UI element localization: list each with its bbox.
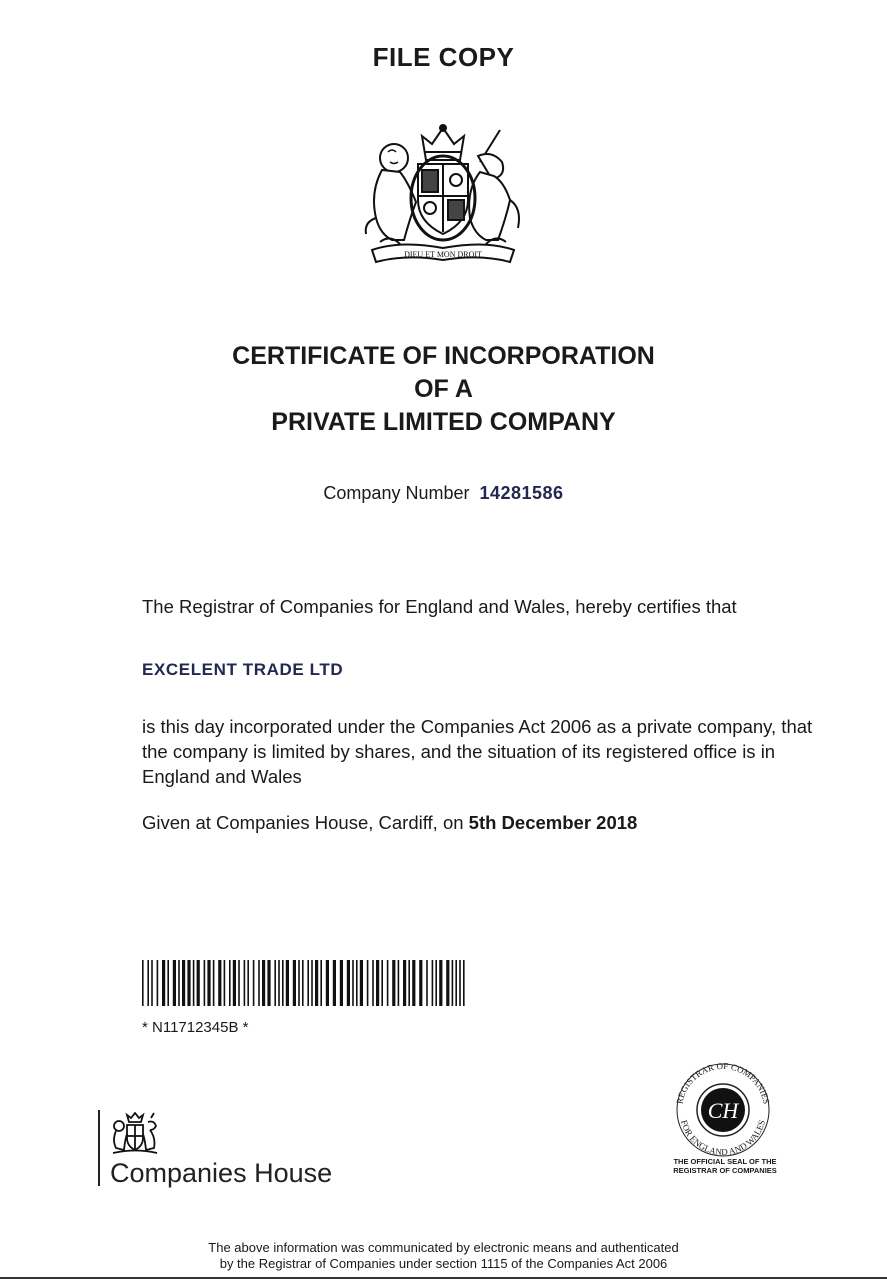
barcode-bar [347,960,350,1006]
barcode-bar [463,960,465,1006]
barcode-bar [274,960,276,1006]
barcode-bar [244,960,246,1006]
barcode-bar [459,960,461,1006]
barcode-bar [286,960,289,1006]
barcode-bar [282,960,284,1006]
logo-divider [98,1110,100,1186]
barcode-bar [398,960,400,1006]
barcode-bar [178,960,180,1006]
given-statement [142,812,637,834]
barcode-bar [262,960,265,1006]
bottom-border [0,1277,887,1279]
barcode-bar [218,960,221,1006]
barcode-bar [372,960,374,1006]
barcode-bar [182,960,185,1006]
company-number-row [0,483,887,504]
barcode-bar [204,960,206,1006]
certifies-text: The Registrar of Companies for England and Wales, hereby certifies that [142,596,737,617]
barcode-bar [315,960,318,1006]
barcode-bar [238,960,240,1006]
incorporation-statement: is this day incorporated under the Companies Act 2006 as a private company, that the company is limited by shares, and the situation of its registered office is in England and Wales [142,716,813,787]
barcode-bar [193,960,195,1006]
barcode-bar [258,960,260,1006]
barcode-bar [333,960,336,1006]
title-line-2: OF A [414,375,473,403]
company-number-label: Company Number [323,483,470,503]
motto-text: DIEU ET MON DROIT [404,250,482,259]
barcode-bar [340,960,343,1006]
barcode-bar [381,960,383,1006]
barcode-bar [320,960,322,1006]
barcode-bar [267,960,270,1006]
barcode-bar [360,960,363,1006]
barcode-bar [247,960,249,1006]
barcode-bar [376,960,379,1006]
barcode-bar [326,960,329,1006]
barcode-bar [387,960,389,1006]
barcode-bar [426,960,428,1006]
barcode-bar [187,960,190,1006]
barcode-bar [142,960,144,1006]
barcode-bar [173,960,176,1006]
barcode-bar [298,960,300,1006]
incorporation-date: 5th December 2018 [468,812,638,833]
companies-house-crest-icon [110,1112,160,1156]
barcode-bar [392,960,395,1006]
barcode-bar [207,960,210,1006]
barcode-bar [229,960,231,1006]
file-copy-heading: FILE COPY [372,42,515,72]
barcode-bar [307,960,309,1006]
seal-ring-text-bottom: FOR ENGLAND AND WALES [678,1118,768,1158]
company-number-value: 14281586 [479,483,564,503]
barcode-bar [419,960,422,1006]
barcode-bar [356,960,358,1006]
companies-house-logo [98,1110,358,1190]
barcode-bar [151,960,153,1006]
title-line-3: PRIVATE LIMITED COMPANY [271,408,616,436]
seal-monogram: CH [707,1098,739,1123]
certificate-title [0,340,887,439]
barcode [142,960,466,1006]
barcode-bar [446,960,449,1006]
barcode-bar [452,960,454,1006]
barcode-bar [367,960,369,1006]
seal-caption-line-2: REGISTRAR OF COMPANIES [673,1166,777,1175]
barcode-bar [162,960,165,1006]
barcode-bar [233,960,236,1006]
title-line-1: CERTIFICATE OF INCORPORATION [232,342,655,370]
footer-line-1: The above information was communicated by electronic means and authenticated [208,1240,679,1255]
barcode-bar [224,960,226,1006]
barcode-text: * N11712345B * [142,1019,249,1036]
barcode-bar [278,960,280,1006]
given-prefix: Given at Companies House, Cardiff, on [142,812,464,833]
footer-line-2: by the Registrar of Companies under section 1115 of the Companies Act 2006 [219,1256,668,1271]
companies-house-name: Companies House [110,1158,333,1188]
footer-note [0,1240,887,1272]
barcode-bar [213,960,215,1006]
company-name: EXCELENT TRADE LTD [142,660,344,679]
barcode-bar [412,960,415,1006]
barcode-bar [147,960,149,1006]
registrar-seal-icon [664,1060,782,1160]
barcode-bar [302,960,304,1006]
seal-caption-line-1: THE OFFICIAL SEAL OF THE [673,1157,777,1166]
barcode-bar [455,960,457,1006]
barcode-bar [167,960,169,1006]
barcode-bar [435,960,437,1006]
royal-coat-of-arms-icon [360,122,526,266]
barcode-bar [408,960,410,1006]
barcode-bar [352,960,354,1006]
barcode-bar [403,960,406,1006]
barcode-bar [432,960,434,1006]
barcode-bar [197,960,200,1006]
seal-ring-text-top: REGISTRAR OF COMPANIES [674,1060,772,1105]
barcode-bar [293,960,296,1006]
barcode-bar [253,960,255,1006]
barcode-bar [311,960,313,1006]
barcode-bar [439,960,442,1006]
barcode-bar [157,960,159,1006]
seal-caption [640,1157,810,1175]
